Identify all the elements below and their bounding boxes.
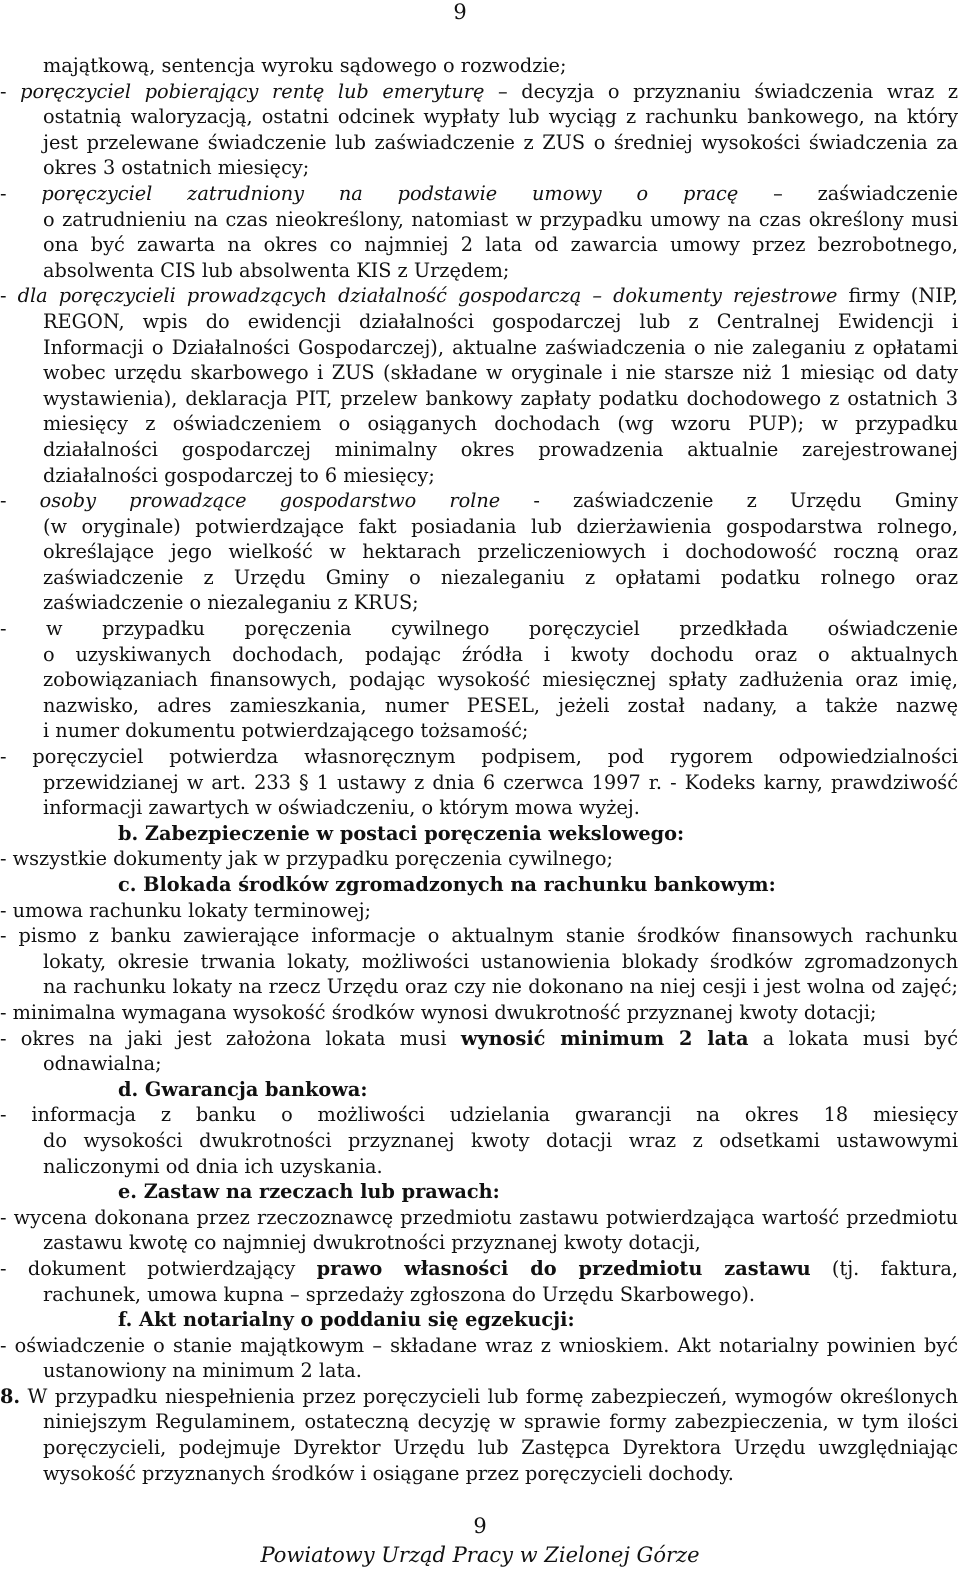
italic-text: poręczyciel zatrudniony na podstawie umowy o pracę — [41, 181, 739, 205]
text-line — [0, 718, 958, 744]
text-line — [0, 258, 958, 284]
text-segment: działalności gospodarczej to 6 miesięcy; — [43, 463, 435, 487]
text-line — [0, 1230, 958, 1256]
text-segment: wystawienia), deklaracja PIT, przelew bankowy zapłaty podatku dochodowego z ostatnich 3 — [43, 386, 958, 410]
text-line — [0, 539, 958, 565]
text-line — [0, 1384, 958, 1410]
text-segment: - dokument potwierdzający — [0, 1256, 317, 1280]
text-line — [0, 1461, 958, 1487]
text-segment: działalności gospodarczej minimalny okres prowadzenia aktualnie zarejestrowanej — [43, 437, 958, 461]
text-segment: okres 3 ostatnich miesięcy; — [43, 156, 310, 180]
text-line — [0, 1000, 958, 1026]
text-segment: nazwisko, adres zamieszkania, numer PESEL, jeżeli został nadany, a także nazwę — [43, 693, 958, 717]
bold-text: wynosić minimum 2 lata — [460, 1026, 749, 1050]
text-segment: - — [0, 79, 21, 103]
text-segment: (w oryginale) potwierdzające fakt posiadania lub dzierżawienia gospodarstwa rolnego, — [43, 514, 958, 538]
text-line — [0, 1333, 958, 1359]
text-segment: jest przelewane świadczenie lub zaświadczenie z ZUS o średniej wysokości świadczenia za — [43, 130, 958, 154]
text-line — [0, 514, 958, 540]
text-line — [0, 155, 958, 181]
text-line — [0, 1282, 958, 1308]
text-segment: - informacja z banku o możliwości udzielania gwarancji na okres 18 miesięcy — [0, 1103, 958, 1127]
text-line — [0, 616, 958, 642]
bold-text: e. Zastaw na rzeczach lub prawach: — [118, 1180, 500, 1204]
italic-text: dla poręczycieli prowadzących działalność gospodarczą – dokumenty rejestrowe — [17, 284, 838, 308]
text-segment: wysokość przyznanych środków i osiągane przez poręczycieli dochody. — [43, 1461, 734, 1485]
text-segment: - wszystkie dokumenty jak w przypadku poręczenia cywilnego; — [0, 847, 613, 871]
text-line — [0, 565, 958, 591]
text-line — [0, 411, 958, 437]
bold-text: 8. — [0, 1384, 21, 1408]
text-line — [0, 309, 958, 335]
text-segment: odnawialna; — [43, 1052, 162, 1076]
text-segment: ona być zawarta na okres co najmniej 2 lata od zawarcia umowy przez bezrobotnego, — [43, 233, 958, 257]
text-line — [0, 104, 958, 130]
text-segment: - oświadczenie o stanie majątkowym – składane wraz z wnioskiem. Akt notarialny powinien być — [0, 1333, 958, 1357]
text-line — [0, 590, 958, 616]
text-segment: naliczonymi od dnia ich uzyskania. — [43, 1154, 383, 1178]
text-segment: - zaświadczenie z Urzędu Gminy — [500, 489, 958, 513]
text-line — [0, 283, 958, 309]
text-line — [0, 923, 958, 949]
bold-text: d. Gwarancja bankowa: — [118, 1077, 368, 1101]
text-line — [0, 667, 958, 693]
italic-text: osoby prowadzące gospodarstwo rolne — [39, 489, 501, 513]
text-line — [0, 207, 958, 233]
text-line — [0, 181, 958, 207]
text-line — [0, 770, 958, 796]
text-line — [0, 1102, 958, 1128]
text-segment: - w przypadku poręczenia cywilnego poręczyciel przedkłada oświadczenie — [0, 617, 958, 641]
text-segment: określające jego wielkość w hektarach przeliczeniowych i dochodowość roczną oraz — [43, 540, 958, 564]
text-segment: do wysokości dwukrotności przyznanej kwoty dotacji wraz z odsetkami ustawowymi — [43, 1128, 958, 1152]
text-segment: (tj. faktura, — [810, 1256, 958, 1280]
text-segment: miesięcy z oświadczeniem o osiąganych dochodach (wg wzoru PUP); w przypadku — [43, 412, 958, 436]
text-line — [0, 974, 958, 1000]
text-segment: - wycena dokonana przez rzeczoznawcę przedmiotu zastawu potwierdzająca wartość przedmiotu — [0, 1205, 958, 1229]
text-line — [0, 1435, 958, 1461]
text-line — [0, 360, 958, 386]
text-line — [0, 130, 958, 156]
text-segment: rachunek, umowa kupna – sprzedaży zgłoszona do Urzędu Skarbowego). — [43, 1282, 755, 1306]
text-line — [0, 386, 958, 412]
text-line — [0, 1051, 958, 1077]
text-line — [0, 1256, 958, 1282]
footer-office-name: Powiatowy Urząd Pracy w Zielonej Górze — [260, 1543, 700, 1567]
text-line — [0, 642, 958, 668]
text-segment: o uzyskiwanych dochodach, podając źródła i kwoty dochodu oraz o aktualnych — [43, 642, 958, 666]
text-line — [0, 232, 958, 258]
text-line — [0, 744, 958, 770]
bold-text: prawo własności do przedmiotu zastawu — [316, 1256, 811, 1280]
text-line — [0, 335, 958, 361]
text-segment: zastawu kwotę co najmniej dwukrotności przyznanej kwoty dotacji, — [43, 1231, 701, 1255]
text-segment: – zaświadczenie — [738, 181, 958, 205]
text-line — [0, 488, 958, 514]
section-heading — [0, 1179, 958, 1205]
text-segment: - okres na jaki jest założona lokata musi — [0, 1026, 461, 1050]
text-segment: - poręczyciel potwierdza własnoręcznym podpisem, pod rygorem odpowiedzialności — [0, 745, 958, 769]
text-line — [0, 1128, 958, 1154]
document-body — [0, 53, 958, 1486]
text-segment: na rachunku lokaty na rzecz Urzędu oraz czy nie dokonano na niej cesji i jest wolna od zajęć; — [43, 975, 958, 999]
text-segment: niniejszym Regulaminem, ostateczną decyzję w sprawie formy zabezpieczenia, w tym ilości — [43, 1410, 958, 1434]
section-heading — [0, 872, 958, 898]
text-segment: przewidzianej w art. 233 § 1 ustawy z dnia 6 czerwca 1997 r. - Kodeks karny, prawdziwość — [43, 770, 958, 794]
text-segment: majątkową, sentencja wyroku sądowego o rozwodzie; — [43, 54, 567, 77]
text-line — [0, 79, 958, 105]
text-line — [0, 693, 958, 719]
text-line — [0, 1358, 958, 1384]
text-line — [0, 898, 958, 924]
text-line — [0, 1026, 958, 1052]
text-line — [0, 795, 958, 821]
text-segment: ustanowiony na minimum 2 lata. — [43, 1359, 362, 1383]
bold-text: b. Zabezpieczenie w postaci poręczenia wekslowego: — [118, 821, 685, 845]
text-line — [0, 846, 958, 872]
text-segment: - — [0, 181, 42, 205]
text-segment: absolwenta CIS lub absolwenta KIS z Urzędem; — [43, 258, 510, 282]
text-line — [0, 437, 958, 463]
text-segment: lokaty, okresie trwania lokaty, możliwości ustanowienia blokady środków zgromadzonych — [43, 949, 958, 973]
text-segment: - — [0, 489, 40, 513]
text-line — [0, 53, 958, 79]
text-segment: W przypadku niespełnienia przez poręczycieli lub formę zabezpieczeń, wymogów określonych — [20, 1384, 958, 1408]
text-segment: i numer dokumentu potwierdzającego tożsamość; — [43, 719, 529, 743]
text-segment: wobec urzędu skarbowego i ZUS (składane w oryginale i nie starsze niż 1 miesiąc od daty — [43, 361, 958, 385]
text-segment: ostatnią waloryzacją, ostatni odcinek wypłaty lub wyciąg z rachunku bankowego, na który — [43, 105, 958, 129]
text-line — [0, 463, 958, 489]
text-segment: zaświadczenie o niezaleganiu z KRUS; — [43, 591, 419, 615]
text-segment: Informacji o Działalności Gospodarczej), aktualne zaświadczenia o nie zaleganiu z opłatami — [43, 335, 958, 359]
section-heading — [0, 821, 958, 847]
text-segment: - — [0, 284, 18, 308]
text-segment: – decyzja o przyznaniu świadczenia wraz z — [484, 79, 958, 103]
text-line — [0, 1205, 958, 1231]
section-heading — [0, 1307, 958, 1333]
section-heading — [0, 1077, 958, 1103]
text-segment: a lokata musi być — [748, 1026, 958, 1050]
text-segment: REGON, wpis do ewidencji działalności gospodarczej lub z Centralnej Ewidencji i — [43, 309, 958, 333]
page-number-bottom: 9 — [473, 1514, 487, 1538]
text-segment: zaświadczenie z Urzędu Gminy o niezaleganiu z opłatami podatku rolnego oraz — [43, 565, 958, 589]
text-segment: zobowiązaniach finansowych, podając wysokość miesięcznej spłaty zadłużenia oraz imię, — [43, 668, 958, 692]
text-line — [0, 1154, 958, 1180]
text-line — [0, 949, 958, 975]
text-segment: poręczycieli, podejmuje Dyrektor Urzędu lub Zastępca Dyrektora Urzędu uwzględniając — [43, 1436, 958, 1460]
text-segment: informacji zawartych w oświadczeniu, o którym mowa wyżej. — [43, 796, 640, 820]
text-segment: - umowa rachunku lokaty terminowej; — [0, 898, 372, 922]
italic-text: poręczyciel pobierający rentę lub emeryturę — [20, 79, 485, 103]
page-number-top: 9 — [453, 0, 467, 24]
text-segment: o zatrudnieniu na czas nieokreślony, natomiast w przypadku umowy na czas określony musi — [43, 207, 958, 231]
text-segment: - pismo z banku zawierające informacje o aktualnym stanie środków finansowych rachunku — [0, 924, 958, 948]
bold-text: c. Blokada środków zgromadzonych na rachunku bankowym: — [118, 873, 776, 896]
text-line — [0, 1409, 958, 1435]
text-segment: firmy (NIP, — [837, 284, 959, 308]
text-segment: - minimalna wymagana wysokość środków wynosi dwukrotność przyznanej kwoty dotacji; — [0, 1000, 877, 1024]
bold-text: f. Akt notarialny o poddaniu się egzekucji: — [118, 1308, 575, 1332]
